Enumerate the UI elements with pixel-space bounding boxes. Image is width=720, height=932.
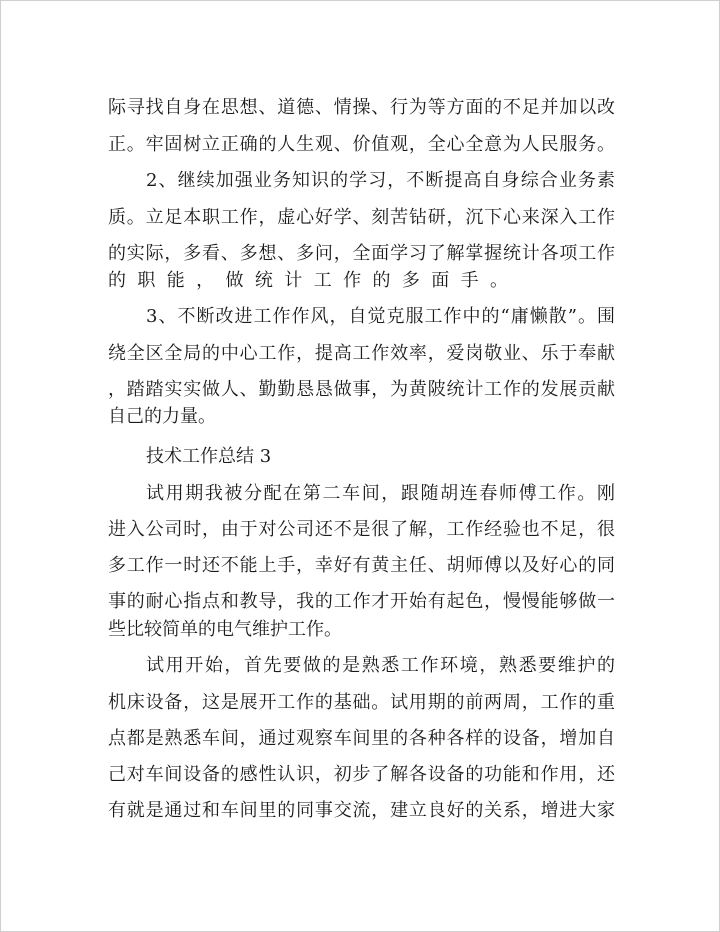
text-line-8: 绕全区全局的中心工作，提高工作效率，爱岗敬业、乐于奉献 [108, 343, 616, 364]
text-line-12: 试用期我被分配在第二车间，跟随胡连春师傅工作。刚 [146, 483, 617, 504]
text-line-20: 己对车间设备的感性认识，初步了解各设备的功能和作用，还 [108, 764, 616, 785]
text-line-21: 有就是通过和车间里的同事交流，建立良好的关系，增进大家 [108, 800, 616, 821]
text-line-13: 进入公司时，由于对公司还不是很了解，工作经验也不足，很 [108, 519, 616, 540]
text-line-14: 多工作一时还不能上手，幸好有黄主任、胡师傅以及好心的同 [108, 555, 616, 576]
text-line-6: 的职能，做统计工作的多面手。 [108, 270, 520, 291]
text-line-17: 试用开始，首先要做的是熟悉工作环境，熟悉要维护的 [146, 655, 617, 676]
text-line-18: 机床设备，这是展开工作的基础。试用期的前两周，工作的重 [108, 692, 616, 713]
text-line-3: 2、继续加强业务知识的学习，不断提高自身综合业务素 [146, 170, 617, 191]
text-line-7: 3、不断改进工作作风，自觉克服工作中的“庸懒散”。围 [146, 306, 616, 327]
text-line-15: 事的耐心指点和教导，我的工作才开始有起色，慢慢能够做一 [108, 591, 616, 612]
text-line-5: 的实际，多看、多想、多问，全面学习了解掌握统计各项工作 [108, 243, 616, 264]
text-line-4: 质。立足本职工作，虚心好学、刻苦钻研，沉下心来深入工作 [108, 207, 616, 228]
text-line-9: ，踏踏实实做人、勤勤恳恳做事，为黄陂统计工作的发展贡献 [108, 379, 616, 400]
text-line-19: 点都是熟悉车间，通过观察车间里的各种各样的设备，增加自 [108, 728, 616, 749]
text-line-10: 自己的力量。 [108, 406, 216, 427]
text-line-16: 些比较简单的电气维护工作。 [108, 619, 342, 640]
text-line-2: 正。牢固树立正确的人生观、价值观，全心全意为人民服务。 [108, 134, 616, 155]
text-line-1: 际寻找自身在思想、道德、情操、行为等方面的不足并加以改 [108, 97, 616, 118]
section-heading: 技术工作总结 3 [146, 446, 272, 467]
